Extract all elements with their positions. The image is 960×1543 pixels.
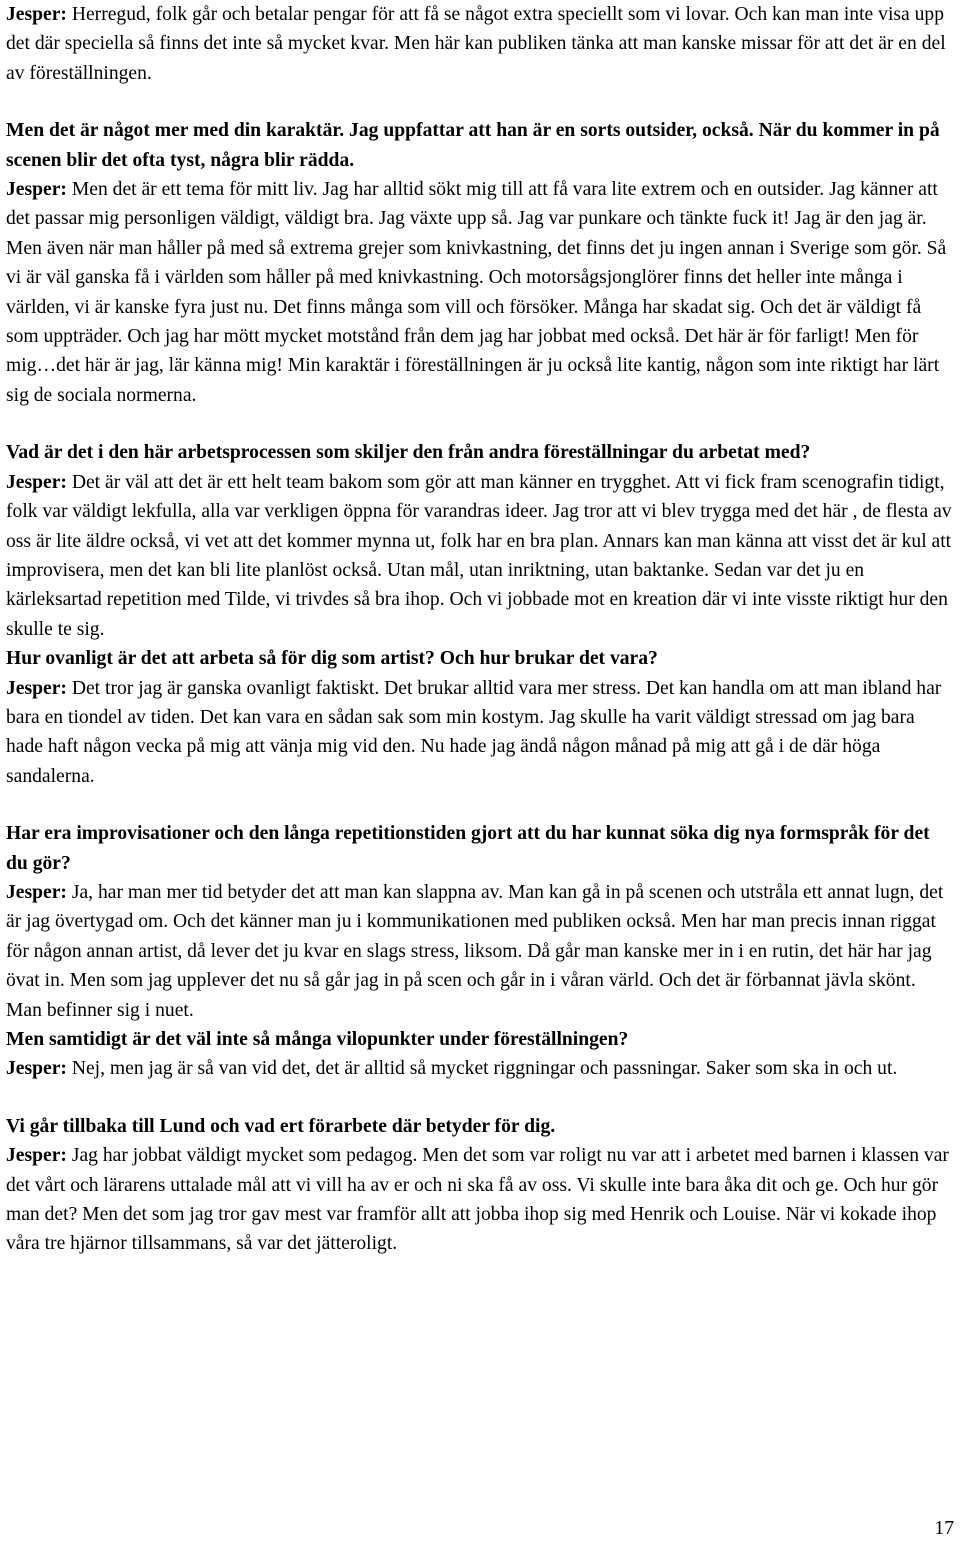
answer-paragraph-5 [6,878,956,1025]
document-page [6,0,956,1259]
answer-paragraph-2 [6,175,956,410]
speaker-label: Jesper: [6,1145,67,1167]
question-1: Men det är något mer med din karaktär. Jag uppfattar att han är en sorts outsider, också. När du kommer in på scenen blir det ofta tyst, några blir rädda. [6,120,940,171]
answer-text: Det är väl att det är ett helt team bakom som gör att man känner en trygghet. Att vi fick fram scenografin tidigt, folk var väldigt lekfulla, alla var verkligen öppna för varandras ideer. Jag tror att vi blev trygga med det här , de flesta av oss är lite äldre också, vi vet att det kommer mynna ut, folk har en bra plan. Annars kan man känna att visst det är kul att improvisera, men det kan bli lite planlöst också. Utan mål, utan inriktning, utan baktanke. Sedan var det ju en kärleksartad repetition med Tilde, vi trivdes så bra ihop. Och vi jobbade mot en kreation där vi inte visste riktigt hur den skulle te sig. [6,471,952,640]
answer-text: Nej, men jag är så van vid det, det är alltid så mycket riggningar och passningar. Saker som ska in och ut. [66,1058,898,1080]
speaker-label: Jesper: [6,4,67,25]
speaker-label: Jesper: [6,677,67,699]
speaker-label: Jesper: [6,881,67,903]
speaker-label: Jesper: [6,1058,67,1080]
question-3: Hur ovanligt är det att arbeta så för dig som artist? Och hur brukar det vara? [6,648,658,670]
question-6: Vi går tillbaka till Lund och vad ert förarbete där betyder för dig. [6,1115,556,1137]
question-5: Men samtidigt är det väl inte så många vilopunkter under föreställningen? [6,1029,629,1050]
answer-text: Jag har jobbat väldigt mycket som pedagog. Men det som var roligt nu var att i arbetet med barnen i klassen var det vårt och lärarens uttalade mål att vi vill ha av er och ni ska få av oss. Vi skulle inte bara åka dit och ge. Och hur gör man det? Men det som jag tror gav mest var framför allt att jobba ihop sig med Henrik och Louise. När vi kokade ihop våra tre hjärnor tillsammans, så var det jätteroligt. [6,1145,949,1255]
question-2: Vad är det i den här arbetsprocessen som skiljer den från andra föreställningar du arbetat med? [6,442,811,464]
answer-text: Men det är ett tema för mitt liv. Jag har alltid sökt mig till att få vara lite extrem och en outsider. Jag känner att det passar mig personligen väldigt, väldigt bra. Jag växte upp så. Jag var punkare och tänkte fuck it! Jag är den jag är. Men även när man håller på med så extrema grejer som knivkastning, det finns det ju ingen annan i Sverige som gör. Så vi är väl ganska få i världen som håller på med knivkastning. Och motorsågsjonglörer finns det heller inte många i världen, vi är kanske fyra just nu. Det finns många som vill och försöker. Många har skadat sig. Och det är väldigt få som uppträder. Och jag har mött mycket motstånd från dem jag har jobbat med också. Det här är för farligt! Men för mig…det här är jag, lär känna mig! Min karaktär i föreställningen är ju också lite kantig, någon som inte riktigt har lärt sig de sociala normerna. [6,179,947,406]
answer-paragraph-6 [6,1054,956,1083]
answer-text: Det tror jag är ganska ovanligt faktiskt. Det brukar alltid vara mer stress. Det kan handla om att man ibland har bara en tiondel av tiden. Det kan vara en sådan sak som min kostym. Jag skulle ha varit väldigt stressad om jag bara hade haft någon vecka på mig att vänja mig vid den. Nu hade jag ändå någon månad på mig att gå i de där höga sandalerna. [6,677,942,787]
answer-text: Herregud, folk går och betalar pengar för att få se något extra speciellt som vi lovar. Och kan man inte visa upp det där speciella så finns det inte så mycket kvar. Men här kan publiken tänka att man kanske missar för att det är en del av föreställningen. [6,4,946,84]
answer-paragraph-4 [6,674,956,792]
page-number: 17 [934,1518,954,1539]
answer-text: Ja, har man mer tid betyder det att man kan slappna av. Man kan gå in på scenen och utstråla ett annat lugn, det är jag övertygad om. Och det känner man ju i kommunikationen med publiken också. Men har man precis innan riggat för någon annan artist, då lever det ju kvar en slags stress, liksom. Då går man kanske mer in i en rutin, det här har jag övat in. Men som jag upplever det nu så går jag in på scen och går in i våran värld. Och det är förbannat jävla skönt. Man befinner sig i nuet. [6,881,944,1021]
speaker-label: Jesper: [6,471,67,493]
question-4: Har era improvisationer och den långa repetitionstiden gjort att du har kunnat söka dig nya formspråk för det du gör? [6,823,930,874]
speaker-label: Jesper: [6,179,67,201]
answer-paragraph-7 [6,1141,956,1259]
answer-paragraph-1 [6,0,956,88]
answer-paragraph-3 [6,468,956,644]
